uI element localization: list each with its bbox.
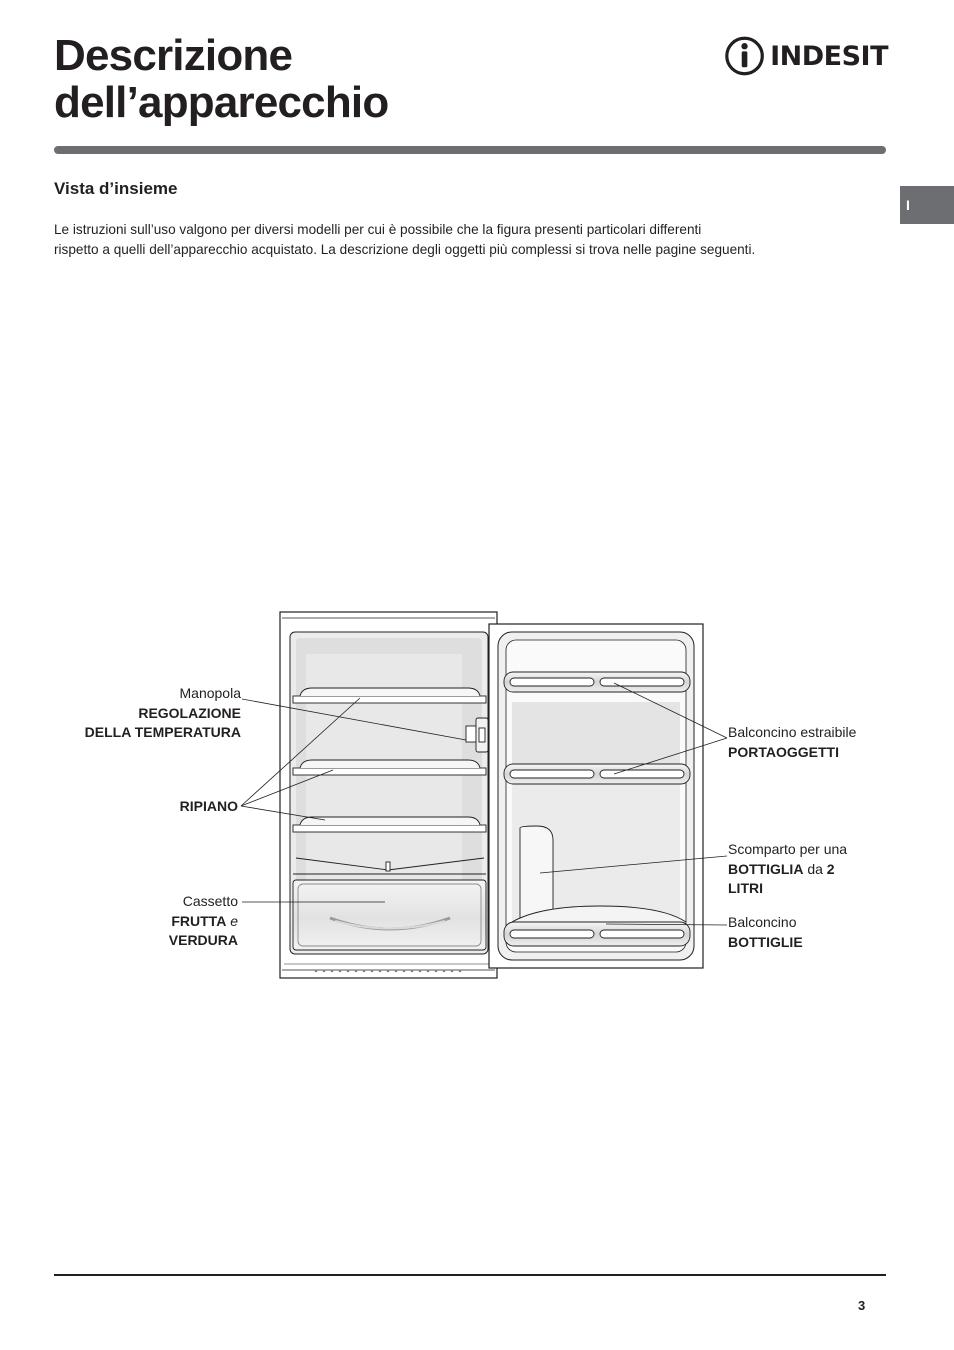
crisper-drawer [293,880,486,950]
label-bottle-compartment: Scomparto per una BOTTIGLIA da 2 LITRI [728,841,848,896]
intro-line-2: rispetto a quelli dell’apparecchio acquistato. La descrizione degli oggetti più complessi si trova nelle pagine seguenti. [54,241,756,257]
page-title: Descrizione dell’apparecchio [54,31,389,127]
page-number: 3 [858,1298,866,1313]
section-subtitle: Vista d’insieme [54,179,178,198]
label-bottle-shelf: Balconcino BOTTIGLIE [728,914,803,950]
language-tab: I [900,186,954,224]
label-crisper-drawer: Cassetto FRUTTA e VERDURA [168,893,238,948]
footer-rule [54,1274,886,1276]
label-shelf: RIPIANO [179,798,238,814]
label-thermostat: Manopola REGOLAZIONE DELLA TEMPERATURA [84,685,241,740]
intro-line-1: Le istruzioni sull’uso valgono per diversi modelli per cui è possibile che la figura presenti particolari differenti [54,222,702,237]
label-door-shelf: Balconcino estraibile PORTAOGGETTI [728,724,857,760]
brand-name: INDESIT [770,40,888,72]
